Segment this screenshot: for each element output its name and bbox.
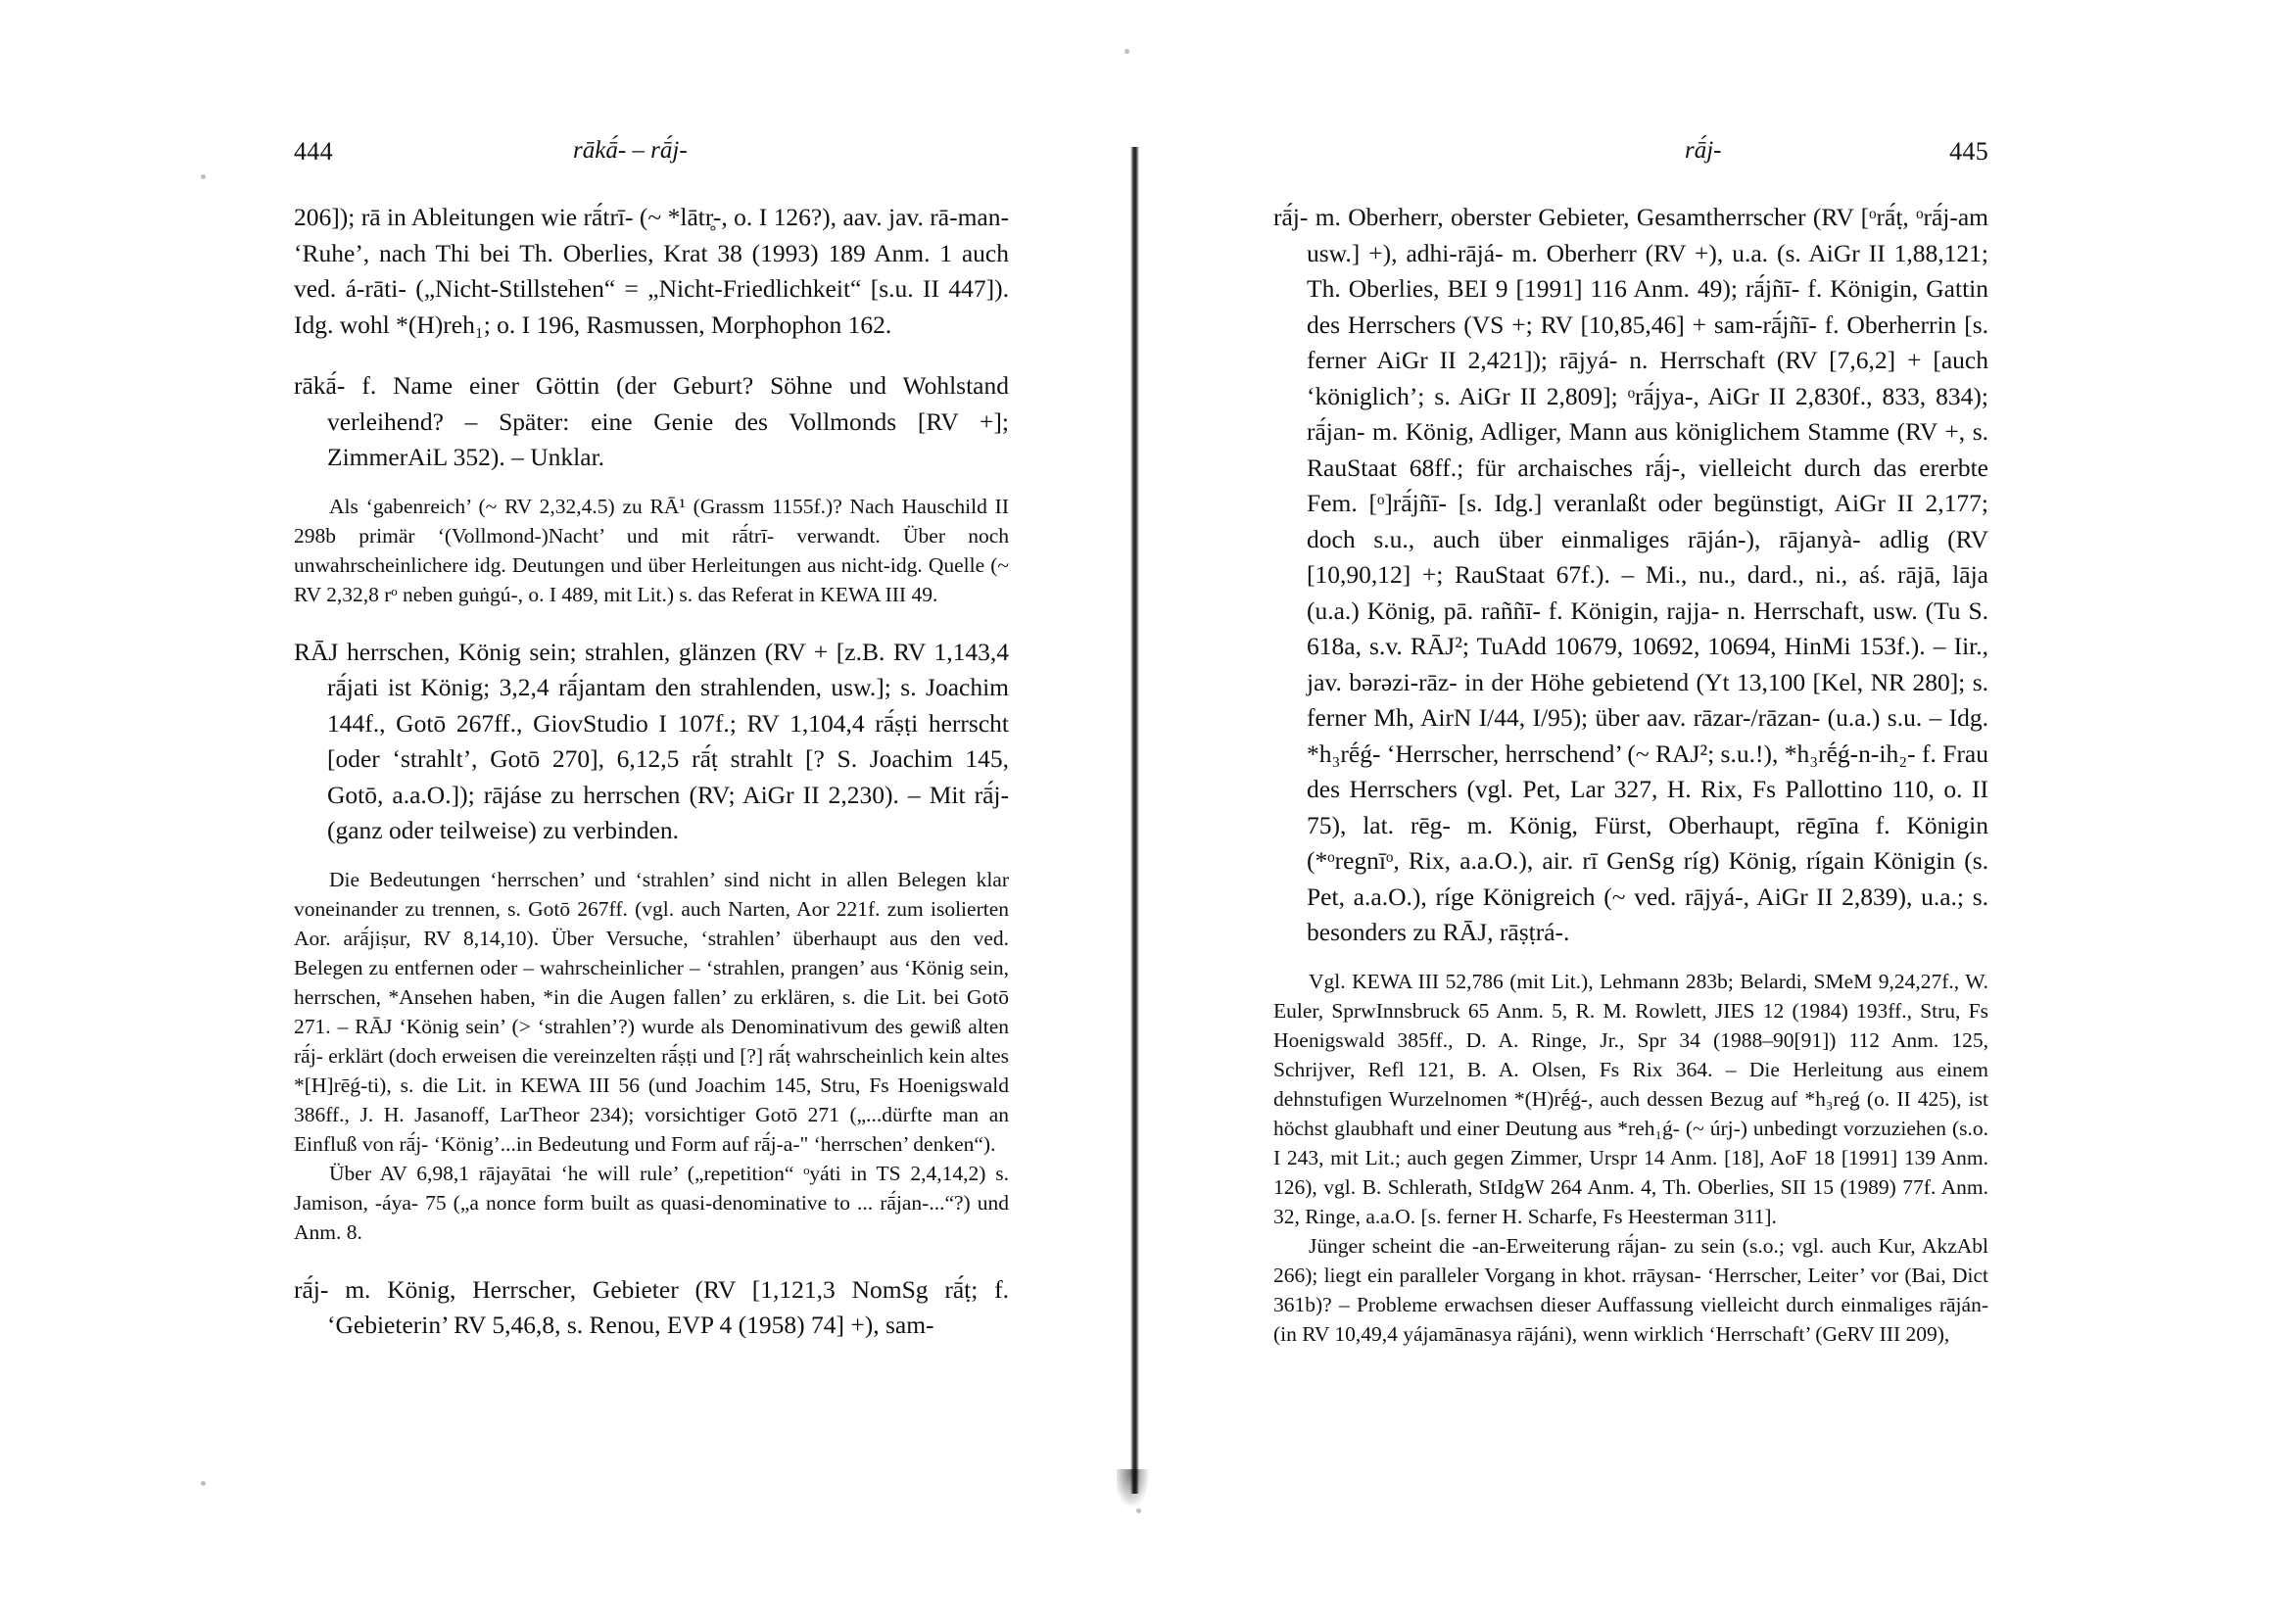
entry-body: rākā́- f. Name einer Göttin (der Geburt? Söhne und Wohlstand verleihend? – Später: eine Genie des Vollmonds [RV +]; ZimmerAiL 352). – Unklar. xyxy=(294,371,1009,471)
note-text: Jünger scheint die -an-Erweiterung rā́jan- zu sein (s.o.; vgl. auch Kur, AkzAbl 266); liegt ein paralleler Vorgang in khot. rrāysan- ‘Herrscher, Leiter’ vor (Bai, Dict 361b)? – Probleme erwachsen dieser Auffassung vielleicht durch einmaliges rāján- (in RV 10,49,4 yájamānasya rājáni), wenn wirklich ‘Herrschaft’ (GeRV III 209), xyxy=(1273,1233,1988,1346)
entry-body: rā́j- m. König, Herrscher, Gebieter (RV [1,121,3 NomSg rā́ṭ; f. ‘Gebieterin’ RV 5,46,8, s. Renou, EVP 4 (1958) 74] +), sam- xyxy=(294,1274,1009,1339)
entry-body: RĀJ herrschen, König sein; strahlen, glänzen (RV + [z.B. RV 1,143,4 rā́jati ist König; 3,2,4 rā́jantam den strahlenden, usw.]; s. Joachim 144f., Gotō 267ff., GiovStudio I 107f.; RV 1,104,4 rā́ṣṭi herrscht [oder ‘strahlt’, Gotō 270], 6,12,5 rā́ṭ strahlt [? S. Joachim 145, Gotō, a.a.O.]); rājáse zu herrschen (RV; AiGr II 2,230). – Mit rā́j- (ganz oder teilweise) zu verbinden. xyxy=(294,637,1009,844)
page-gutter-shadow xyxy=(1117,1469,1150,1508)
entry-raaj-root xyxy=(294,635,1009,849)
left-page xyxy=(294,137,1009,1344)
running-head-word: rā́j- xyxy=(1685,137,1722,164)
scan-mark xyxy=(201,174,206,179)
note-raaj-root-1 xyxy=(294,865,1009,1159)
right-page xyxy=(1273,137,1988,1349)
right-page-text-column xyxy=(1273,200,1988,1349)
entry-samraaj xyxy=(1273,200,1988,951)
paragraph-continuation: 206]); rā in Ableitungen wie rā́trī- (~ *lātr̥-, o. I 126?), aav. jav. rā-man- ‘Ruhe’, nach Thi bei Th. Oberlies, Krat 38 (1993) 189 Anm. 1 auch ved. á-rāti- („Nicht-Stillstehen“ = „Nicht-Friedlichkeit“ [s.u. II 447]). Idg. wohl *(H)reh₁; o. I 196, Rasmussen, Morphophon 162. xyxy=(294,203,1009,339)
right-page-running-head xyxy=(1273,137,1988,178)
left-page-running-head xyxy=(294,137,1009,178)
left-page-text-column xyxy=(294,200,1009,1344)
entry-body: rā́j- m. Oberherr, oberster Gebieter, Gesamtherrscher (RV [ᵒrā́ṭ, ᵒrā́j-am usw.] +), adhi-rājá- m. Oberherr (RV +), u.a. (s. AiGr II 1,88,121; Th. Oberlies, BEI 9 [1991] 116 Anm. 49); rā́jñī- f. Königin, Gattin des Herrschers (VS +; RV [10,85,46] + sam-rā́jñī- f. Oberherrin [s. ferner AiGr II 2,421]); rājyá- n. Herrschaft (RV [7,6,2] + [auch ‘königlich’; s. AiGr II 2,809]; ᵒrā́jya-, AiGr II 2,830f., 833, 834); rā́jan- m. König, Adliger, Mann aus königlichem Stamme (RV +, s. RauStaat 68ff.; für archaisches rā́j-, vielleicht durch das ererbte Fem. [ᵒ]rā́jñī- [s. Idg.] veranlaßt oder begünstigt, AiGr II 2,177; doch s.u., auch über einmaliges rāján-), rājanyà- adlig (RV [10,90,12] +; RauStaat 67f.). – Mi., nu., dard., ni., aś. rājā, lāja (u.a.) König, pā. raññī- f. Königin, rajja- n. Herrschaft, usw. (Tu S. 618a, s.v. RĀJ²; TuAdd 10679, 10692, 10694, HinMi 153f.). – Iir., jav. bərəzi-rāz- in der Höhe gebietend (Yt 13,100 [Kel, NR 280]; s. ferner Mh, AirN I/44, I/95); über aav. rāzar-/rāzan- (u.a.) s.u. – Idg. *h₃rḗǵ- ‘Herrscher, herrschend’ (~ RAJ²; s.u.!), *h₃rḗǵ-n-ih₂- f. Frau des Herrschers (vgl. Pet, Lar 327, H. Rix, Fs Pallottino 110, o. II 75), lat. rēg- m. König, Fürst, Oberhaupt, rēgīna f. Königin (*ᵒregnīᵒ, Rix, a.a.O.), air. rī GenSg ríg) König, rígain Königin (s. Pet, a.a.O.), ríge Königreich (~ ved. rājyá-, AiGr II 2,839), u.a.; s. besonders zu RĀJ, rāṣṭrá-. xyxy=(1273,203,1988,946)
note-text: Vgl. KEWA III 52,786 (mit Lit.), Lehmann 283b; Belardi, SMeM 9,24,27f., W. Euler, SprwInnsbruck 65 Anm. 5, R. M. Rowlett, JIES 12 (1984) 193ff., Stru, Fs Hoenigswald 385ff., D. A. Ringe, Jr., Spr 34 (1988–90[91]) 112 Anm. 125, Schrijver, Refl 121, B. A. Olsen, Fs Rix 364. – Die Herleitung aus einem dehnstufigen Wurzelnomen *(H)rḗǵ-, auch dessen Bezug auf *h₃reǵ (o. II 425), ist höchst glaubhaft und einer Deutung aus *reh₁ǵ- (~ úrj-) unbedingt vorzuziehen (s.o. I 243, mit Lit.; auch gegen Zimmer, Urspr 14 Anm. [18], AoF 18 [1991] 139 Anm. 126), vgl. B. Schlerath, StIdgW 264 Anm. 4, Th. Oberlies, SII 15 (1989) 77f. Anm. 32, Ringe, a.a.O. [s. ferner H. Scharfe, Fs Heesterman 311]. xyxy=(1273,969,1988,1228)
note-text: Die Bedeutungen ‘herrschen’ und ‘strahlen’ sind nicht in allen Belegen klar voneinander zu trennen, s. Gotō 267ff. (vgl. auch Narten, Aor 221f. zum isolierten Aor. arā́jiṣur, RV 8,14,10). Über Versuche, ‘strahlen’ überhaupt aus den ved. Belegen zu entfernen oder – wahrscheinlicher – ‘strahlen, prangen’ aus ‘König sein, herrschen, *Ansehen haben, *in die Augen fallen’ zu erklären, s. die Lit. bei Gotō 271. – RĀJ ‘König sein’ (> ‘strahlen’?) wurde als Denominativum des gewiß alten rā́j- erklärt (doch erweisen die vereinzelten rā́ṣṭi und [?] rā́ṭ wahrscheinlich kein altes *[H]rēǵ-ti), s. die Lit. in KEWA III 56 (und Joachim 145, Stru, Fs Hoenigswald 386ff., J. H. Jasanoff, LarTheor 234); vorsichtiger Gotō 271 („...dürfte man an Einfluß von rā́j- ‘König’...in Bedeutung und Form auf rā́j-a-" ‘herrschen’ denken“). xyxy=(294,867,1009,1156)
note-raaj-root-2 xyxy=(294,1159,1009,1247)
running-head-word: rākā́- – rā́j- xyxy=(573,137,688,164)
scan-mark xyxy=(1124,49,1129,54)
note-text: Als ‘gabenreich’ (~ RV 2,32,4.5) zu RĀ¹ (Grassm 1155f.)? Nach Hauschild II 298b primär ‘(Vollmond-)Nacht’ und mit rā́trī- verwandt. Über noch unwahrscheinlichere idg. Deutungen und über Herleitungen aus nicht-idg. Quelle (~ RV 2,32,8 rᵒ neben guṅgú-, o. I 489, mit Lit.) s. das Referat in KEWA III 49. xyxy=(294,494,1009,606)
note-raaj-2 xyxy=(1273,1231,1988,1349)
note-raaj-1 xyxy=(1273,967,1988,1231)
entry-rakaa xyxy=(294,368,1009,476)
scan-mark xyxy=(201,1481,206,1486)
page-gutter xyxy=(1130,147,1139,1494)
page-number: 444 xyxy=(294,137,333,166)
note-text: Über AV 6,98,1 rājayātai ‘he will rule’ („repetition“ ᵒyáti in TS 2,4,14,2) s. Jamison, -áya- 75 („a nonce form built as quasi-denominative to ... rā́jan-...“?) und Anm. 8. xyxy=(294,1161,1009,1244)
page-number: 445 xyxy=(1949,137,1988,166)
entry-raaj-noun xyxy=(294,1272,1009,1344)
scan-mark xyxy=(1136,1508,1141,1513)
note-rakaa xyxy=(294,492,1009,609)
